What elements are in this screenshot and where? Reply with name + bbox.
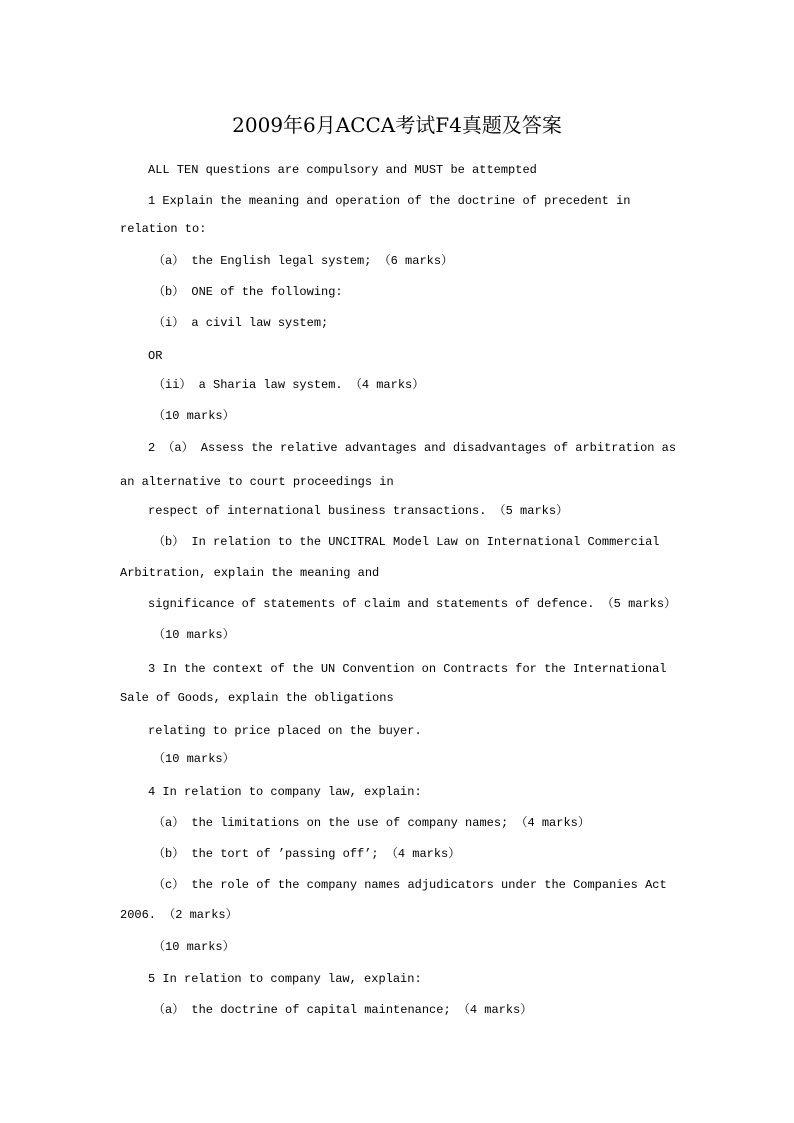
question-2b-line-1: （b） In relation to the UNCITRAL Model Law on International Commercial [153, 535, 660, 549]
question-3-line-3: relating to price placed on the buyer. [148, 724, 422, 738]
question-4-total: （10 marks） [153, 940, 235, 954]
question-4c-line-1: （c） the role of the company names adjudicators under the Companies Act [153, 878, 667, 892]
question-1-line-2: relation to: [120, 222, 207, 236]
question-1b-ii: （ii） a Sharia law system. （4 marks） [153, 378, 425, 392]
question-3-line-1: 3 In the context of the UN Convention on Contracts for the International [148, 662, 667, 676]
question-2-total: （10 marks） [153, 628, 235, 642]
question-2b-line-2: Arbitration, explain the meaning and [120, 566, 380, 580]
question-1-total: （10 marks） [153, 409, 235, 423]
question-1b-i: （i） a civil law system; [153, 316, 329, 330]
instruction-line: ALL TEN questions are compulsory and MUST be attempted [148, 163, 537, 177]
question-2a-line-2: an alternative to court proceedings in [120, 475, 394, 489]
question-2b-line-3: significance of statements of claim and statements of defence. （5 marks） [148, 597, 677, 611]
question-4-stem: 4 In relation to company law, explain: [148, 785, 422, 799]
question-2a-line-1: 2 （a） Assess the relative advantages and disadvantages of arbitration as [148, 441, 677, 455]
question-1-or: OR [148, 349, 163, 363]
question-1a: （a） the English legal system; （6 marks） [153, 254, 454, 268]
question-3-line-2: Sale of Goods, explain the obligations [120, 691, 394, 705]
question-2a-line-3: respect of international business transactions. （5 marks） [148, 504, 569, 518]
question-5-stem: 5 In relation to company law, explain: [148, 972, 422, 986]
question-3-total: （10 marks） [153, 752, 235, 766]
document-title: 2009年6月ACCA考试F4真题及答案 [232, 113, 562, 137]
question-1b: （b） ONE of the following: [153, 285, 343, 299]
question-4a: （a） the limitations on the use of company names; （4 marks） [153, 816, 590, 830]
question-1-line-1: 1 Explain the meaning and operation of the doctrine of precedent in [148, 194, 631, 208]
question-5a: （a） the doctrine of capital maintenance; （4 marks） [153, 1003, 533, 1017]
question-4b: （b） the tort of ’passing off’; （4 marks） [153, 847, 461, 861]
question-4c-line-2: 2006. （2 marks） [120, 908, 238, 922]
